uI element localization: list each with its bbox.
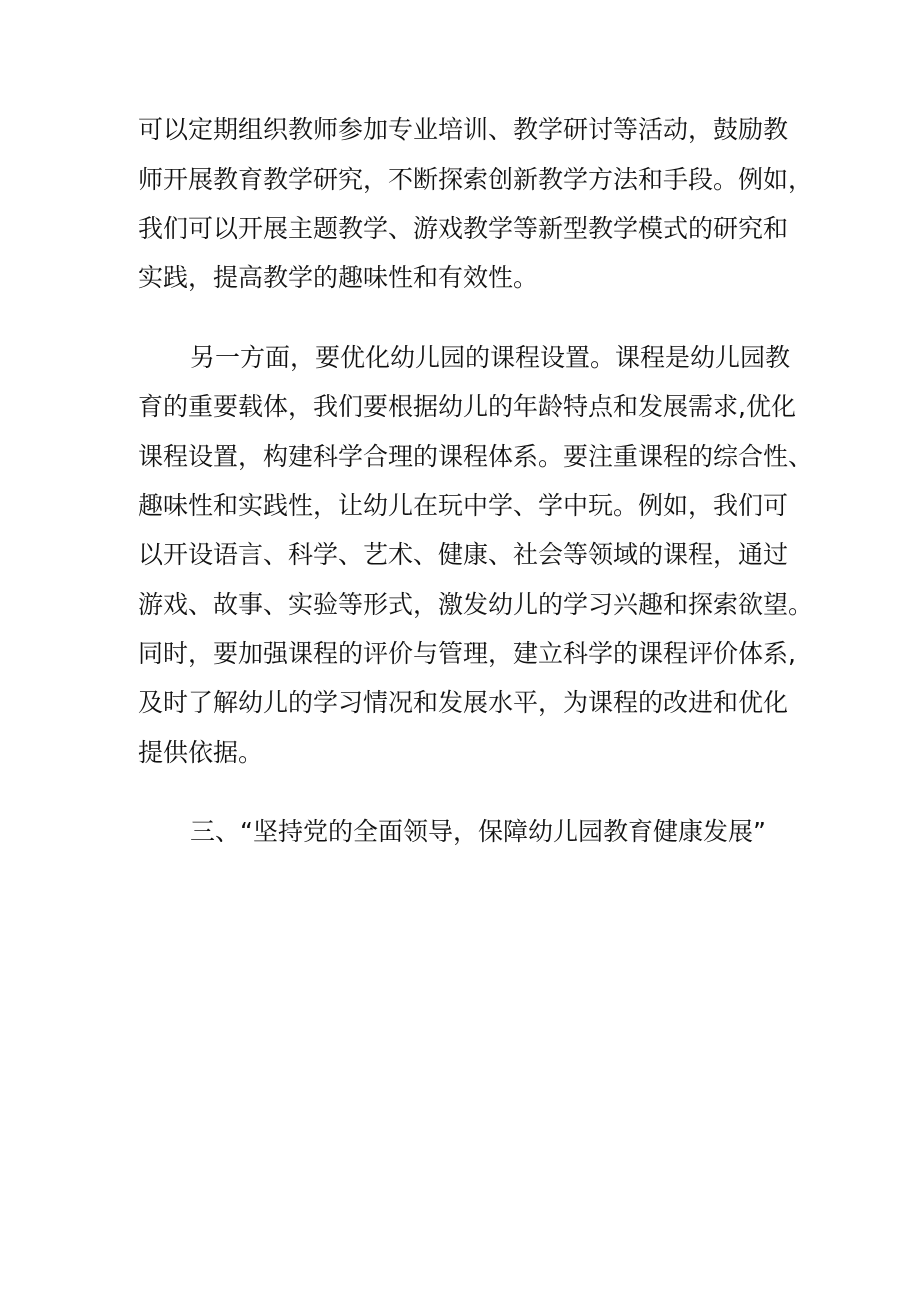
text-line: 另一方面，要优化幼儿园的课程设置。课程是幼儿园教 xyxy=(190,343,791,372)
text-line: 可以定期组织教师参加专业培训、教学研讨等活动，鼓励教 xyxy=(138,115,789,144)
text-line: 育的重要载体，我们要根据幼儿的年龄特点和发展需求,优化 xyxy=(138,392,796,421)
text-line: 提供依据。 xyxy=(138,738,264,767)
text-line: 实践，提高教学的趣味性和有效性。 xyxy=(138,263,539,292)
text-line: 游戏、故事、实验等形式，激发幼儿的学习兴趣和探索欲望。 xyxy=(138,590,814,619)
section-heading: 三、“坚持党的全面领导，保障幼儿园教育健康发展” xyxy=(190,817,766,846)
text-line: 及时了解幼儿的学习情况和发展水平，为课程的改进和优化 xyxy=(138,688,789,717)
text-line: 我们可以开展主题教学、游戏教学等新型教学模式的研究和 xyxy=(138,214,789,243)
text-line: 师开展教育教学研究，不断探索创新教学方法和手段。例如， xyxy=(138,165,814,194)
text-line: 以开设语言、科学、艺术、健康、社会等领域的课程，通过 xyxy=(138,540,789,569)
text-line: 同时，要加强课程的评价与管理，建立科学的课程评价体系, xyxy=(138,639,796,668)
text-line: 趣味性和实践性，让幼儿在玩中学、学中玩。例如，我们可 xyxy=(138,491,789,520)
text-line: 课程设置，构建科学合理的课程体系。要注重课程的综合性、 xyxy=(138,442,814,471)
